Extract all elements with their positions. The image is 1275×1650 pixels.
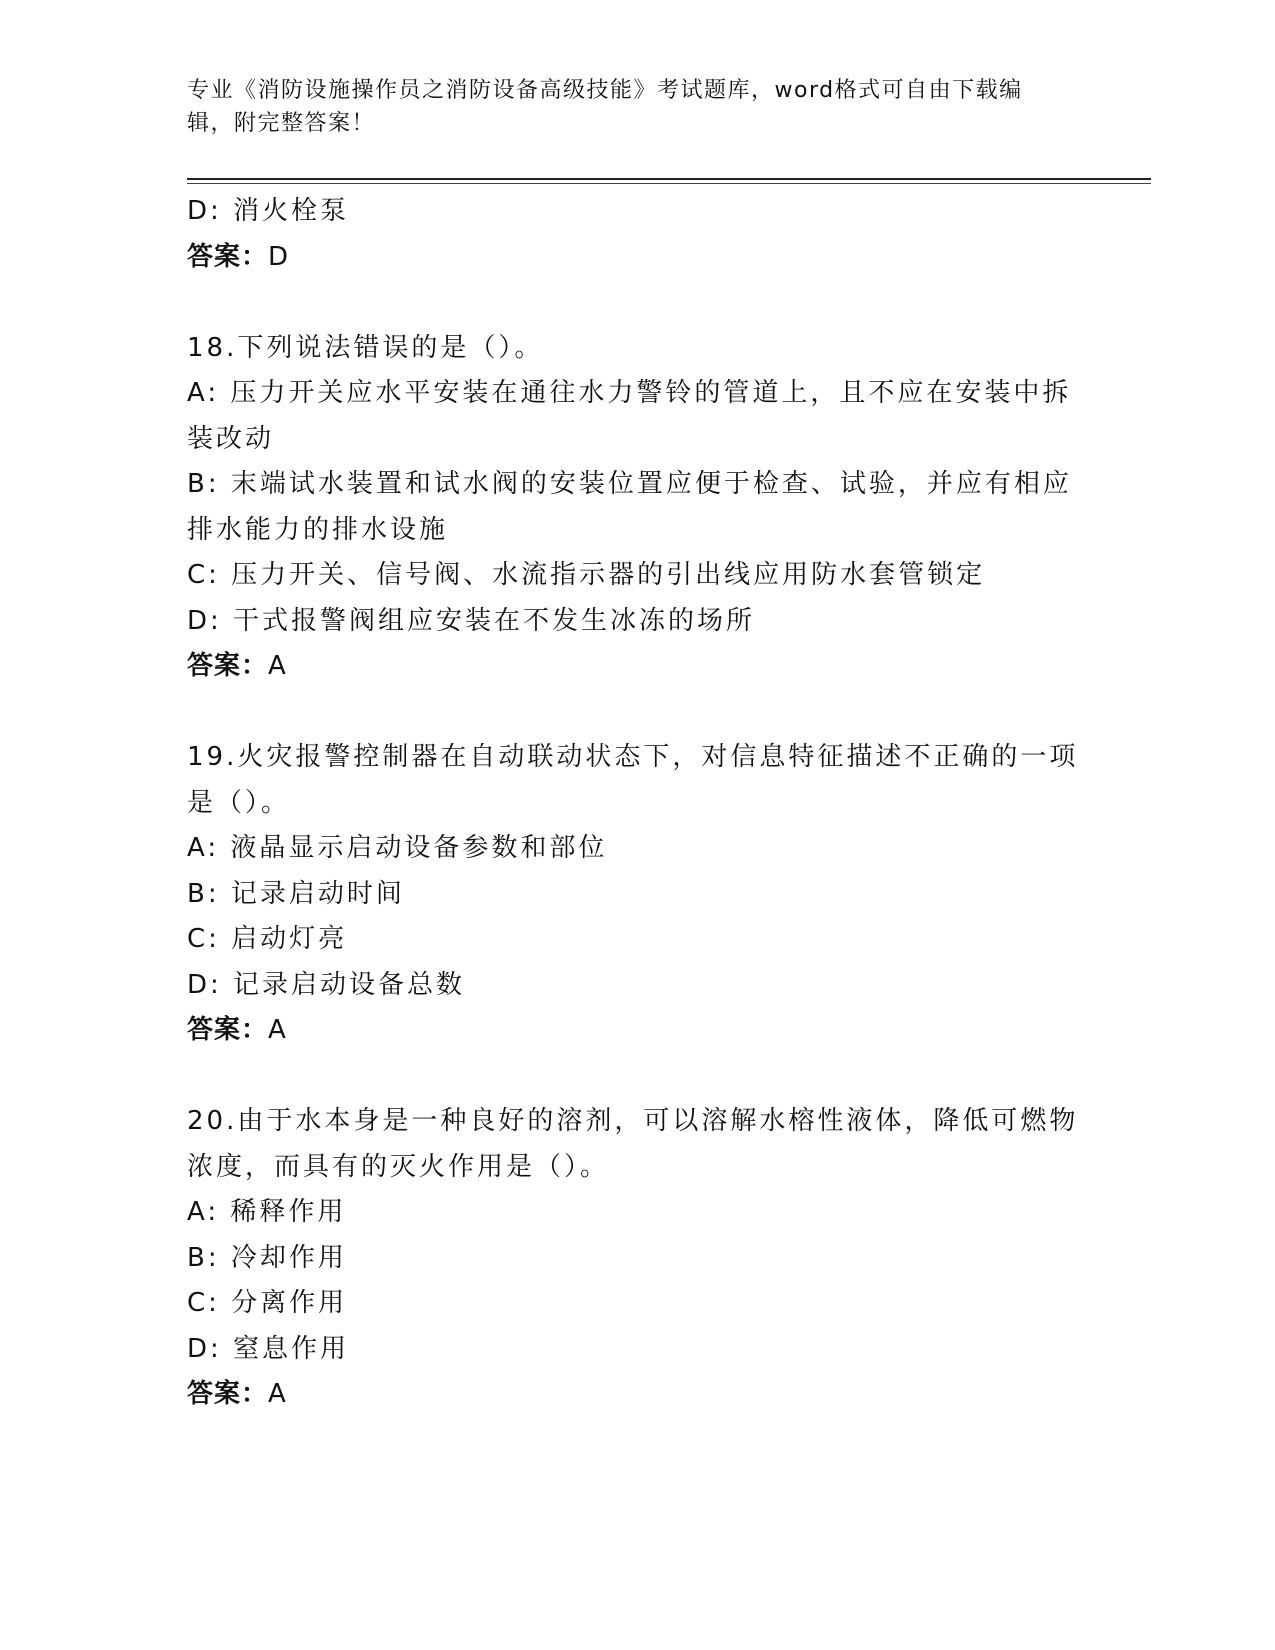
question-text: 20.由于水本身是一种良好的溶剂，可以溶解水榕性液体，降低可燃物浓度，而具有的灭火作用是（）。 <box>187 1106 1079 1182</box>
option-c: C: 压力开关、信号阀、水流指示器的引出线应用防水套管锁定 <box>187 560 986 590</box>
header-divider-thin <box>187 183 1151 184</box>
option-b: B: 末端试水装置和试水阀的安装位置应便于检查、试验，并应有相应排水能力的排水设施 <box>187 469 1072 545</box>
header-divider-thick <box>187 178 1151 180</box>
question-text: 18.下列说法错误的是（）。 <box>187 332 544 363</box>
answer-value: A <box>268 1015 287 1045</box>
spacer <box>187 690 1087 736</box>
answer-value: A <box>268 1379 287 1409</box>
option-b: B: 记录启动时间 <box>187 878 405 909</box>
question-18 <box>187 326 1087 690</box>
option-d: D: 窒息作用 <box>187 1333 350 1364</box>
question-text: 19.火灾报警控制器在自动联动状态下，对信息特征描述不正确的一项是（）。 <box>187 742 1079 818</box>
answer-line <box>187 1372 1087 1418</box>
answer-label: 答案： <box>187 1379 269 1409</box>
spacer <box>187 1054 1087 1100</box>
header-text: 专业《消防设施操作员之消防设备高级技能》考试题库，word格式可自由下载编辑，附完整答案！ <box>187 78 1023 136</box>
option-b: B: 冷却作用 <box>187 1242 347 1273</box>
option-a: A: 压力开关应水平安装在通往水力警铃的管道上，且不应在安装中拆装改动 <box>187 378 1072 454</box>
question-20 <box>187 1099 1087 1418</box>
option-a: A: 稀释作用 <box>187 1197 347 1227</box>
answer-label: 答案： <box>187 651 269 681</box>
option-c: C: 分离作用 <box>187 1288 348 1318</box>
answer-value: A <box>268 651 287 681</box>
spacer <box>187 280 1087 326</box>
question-19 <box>187 735 1087 1054</box>
answer-label: 答案： <box>187 241 269 272</box>
option-c: C: 启动灯亮 <box>187 924 348 954</box>
document-header <box>187 74 1067 140</box>
answer-label: 答案： <box>187 1015 269 1045</box>
option-a: A: 液晶显示启动设备参数和部位 <box>187 833 608 863</box>
answer-value: D <box>268 241 290 272</box>
option-d: D: 消火栓泵 <box>187 196 350 226</box>
answer-line <box>187 235 1087 281</box>
option-d: D: 记录启动设备总数 <box>187 969 466 1000</box>
previous-question-tail <box>187 189 1087 280</box>
option-d: D: 干式报警阀组应安装在不发生冰冻的场所 <box>187 605 756 636</box>
answer-line <box>187 1008 1087 1054</box>
question-list <box>187 189 1087 1418</box>
answer-line <box>187 644 1087 690</box>
